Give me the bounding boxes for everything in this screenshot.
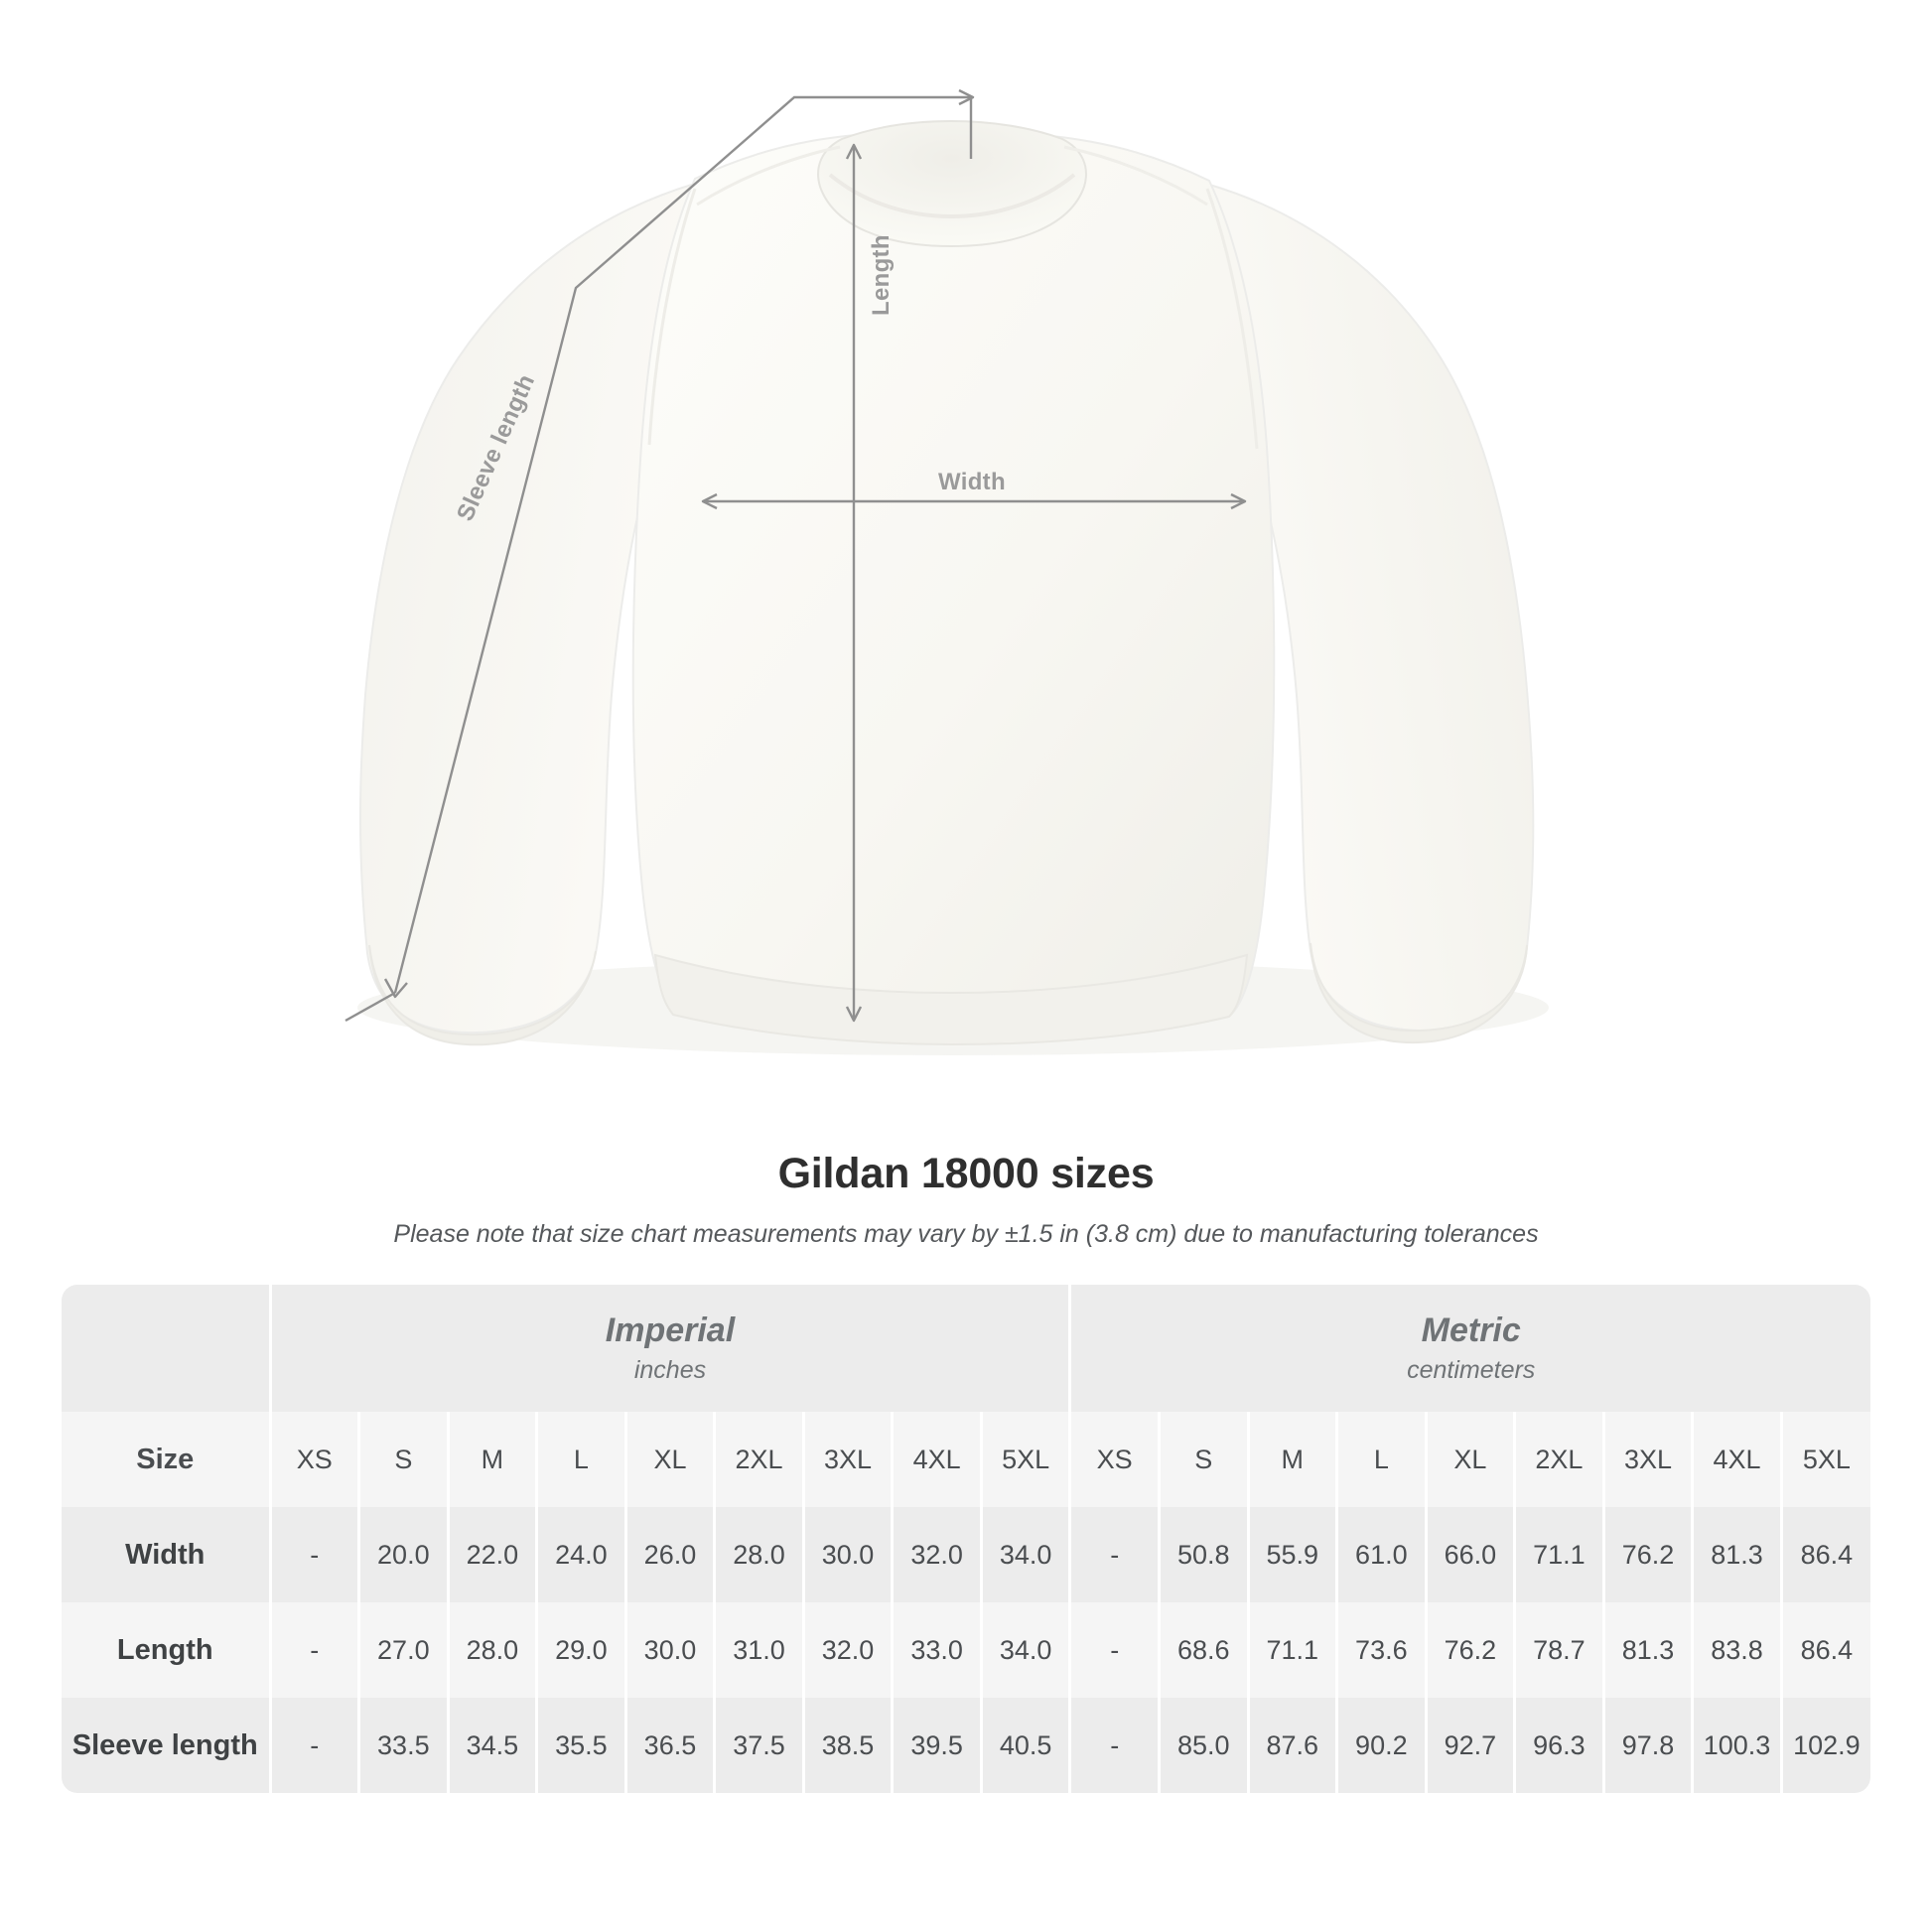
unit-row-spacer xyxy=(62,1285,270,1412)
width-xl-in: 26.0 xyxy=(625,1507,715,1602)
body xyxy=(633,131,1275,1042)
width-xs-in: - xyxy=(270,1507,359,1602)
sleeve-l-in: 35.5 xyxy=(537,1698,626,1793)
sleeve-3xl-cm: 97.8 xyxy=(1603,1698,1693,1793)
size-col-2xl-imperial: 2XL xyxy=(715,1412,804,1507)
sleeve-xl-cm: 92.7 xyxy=(1426,1698,1515,1793)
sleeve-length-dimension-label: Sleeve length xyxy=(452,370,541,525)
sleeve-l-cm: 90.2 xyxy=(1337,1698,1427,1793)
width-5xl-cm: 86.4 xyxy=(1781,1507,1870,1602)
width-dimension-label: Width xyxy=(938,469,1006,495)
length-xl-cm: 76.2 xyxy=(1426,1602,1515,1698)
size-col-5xl-metric: 5XL xyxy=(1781,1412,1870,1507)
unit-group-metric xyxy=(1070,1285,1870,1412)
size-col-m-imperial: M xyxy=(448,1412,537,1507)
row-label-width: Width xyxy=(62,1507,270,1602)
size-col-l-imperial: L xyxy=(537,1412,626,1507)
table-row xyxy=(62,1602,1870,1698)
size-table xyxy=(62,1285,1870,1793)
width-l-cm: 61.0 xyxy=(1337,1507,1427,1602)
length-xl-in: 30.0 xyxy=(625,1602,715,1698)
unit-imperial-sub: inches xyxy=(633,1356,707,1385)
sleeve-5xl-cm: 102.9 xyxy=(1781,1698,1870,1793)
sleeve-2xl-cm: 96.3 xyxy=(1515,1698,1604,1793)
width-m-in: 22.0 xyxy=(448,1507,537,1602)
width-5xl-in: 34.0 xyxy=(981,1507,1070,1602)
size-header-label: Size xyxy=(62,1412,270,1507)
length-s-in: 27.0 xyxy=(359,1602,449,1698)
length-2xl-cm: 78.7 xyxy=(1515,1602,1604,1698)
sleeve-xs-in: - xyxy=(270,1698,359,1793)
unit-metric-name: Metric xyxy=(1421,1311,1521,1349)
width-2xl-cm: 71.1 xyxy=(1515,1507,1604,1602)
sleeve-4xl-cm: 100.3 xyxy=(1693,1698,1782,1793)
width-s-in: 20.0 xyxy=(359,1507,449,1602)
size-col-l-metric: L xyxy=(1337,1412,1427,1507)
sleeve-3xl-in: 38.5 xyxy=(803,1698,893,1793)
length-xs-in: - xyxy=(270,1602,359,1698)
size-col-4xl-imperial: 4XL xyxy=(893,1412,982,1507)
length-s-cm: 68.6 xyxy=(1159,1602,1248,1698)
width-xl-cm: 66.0 xyxy=(1426,1507,1515,1602)
width-xs-cm: - xyxy=(1070,1507,1160,1602)
width-4xl-cm: 81.3 xyxy=(1693,1507,1782,1602)
sleeve-xs-cm: - xyxy=(1070,1698,1160,1793)
unit-group-row xyxy=(62,1285,1870,1412)
sleeve-s-cm: 85.0 xyxy=(1159,1698,1248,1793)
size-col-xl-imperial: XL xyxy=(625,1412,715,1507)
length-2xl-in: 31.0 xyxy=(715,1602,804,1698)
length-dimension-label: Length xyxy=(868,234,895,316)
sleeve-xl-in: 36.5 xyxy=(625,1698,715,1793)
size-col-s-metric: S xyxy=(1159,1412,1248,1507)
sleeve-5xl-in: 40.5 xyxy=(981,1698,1070,1793)
size-col-4xl-metric: 4XL xyxy=(1693,1412,1782,1507)
length-3xl-cm: 81.3 xyxy=(1603,1602,1693,1698)
length-m-in: 28.0 xyxy=(448,1602,537,1698)
length-m-cm: 71.1 xyxy=(1248,1602,1337,1698)
width-4xl-in: 32.0 xyxy=(893,1507,982,1602)
length-l-cm: 73.6 xyxy=(1337,1602,1427,1698)
length-l-in: 29.0 xyxy=(537,1602,626,1698)
collar xyxy=(818,121,1086,246)
size-col-5xl-imperial: 5XL xyxy=(981,1412,1070,1507)
sleeve-m-cm: 87.6 xyxy=(1248,1698,1337,1793)
title-block xyxy=(0,1150,1932,1249)
width-3xl-cm: 76.2 xyxy=(1603,1507,1693,1602)
size-table-container xyxy=(62,1285,1870,1793)
length-xs-cm: - xyxy=(1070,1602,1160,1698)
size-col-xs-metric: XS xyxy=(1070,1412,1160,1507)
sleeve-2xl-in: 37.5 xyxy=(715,1698,804,1793)
width-3xl-in: 30.0 xyxy=(803,1507,893,1602)
size-col-xl-metric: XL xyxy=(1426,1412,1515,1507)
length-5xl-in: 34.0 xyxy=(981,1602,1070,1698)
size-col-3xl-imperial: 3XL xyxy=(803,1412,893,1507)
sleeve-m-in: 34.5 xyxy=(448,1698,537,1793)
sleeve-s-in: 33.5 xyxy=(359,1698,449,1793)
unit-imperial-name: Imperial xyxy=(605,1311,736,1349)
table-row xyxy=(62,1507,1870,1602)
unit-metric-sub: centimeters xyxy=(1407,1356,1536,1385)
size-header-row xyxy=(62,1412,1870,1507)
size-col-s-imperial: S xyxy=(359,1412,449,1507)
size-col-m-metric: M xyxy=(1248,1412,1337,1507)
width-m-cm: 55.9 xyxy=(1248,1507,1337,1602)
row-label-sleeve-length: Sleeve length xyxy=(62,1698,270,1793)
size-col-3xl-metric: 3XL xyxy=(1603,1412,1693,1507)
table-row xyxy=(62,1698,1870,1793)
length-5xl-cm: 86.4 xyxy=(1781,1602,1870,1698)
unit-group-imperial xyxy=(270,1285,1070,1412)
length-4xl-in: 33.0 xyxy=(893,1602,982,1698)
width-l-in: 24.0 xyxy=(537,1507,626,1602)
tolerance-note: Please note that size chart measurements may vary by ±1.5 in (3.8 cm) due to manufacturing tolerances xyxy=(393,1220,1539,1248)
sleeve-4xl-in: 39.5 xyxy=(893,1698,982,1793)
row-label-length: Length xyxy=(62,1602,270,1698)
length-3xl-in: 32.0 xyxy=(803,1602,893,1698)
page-title: Gildan 18000 sizes xyxy=(777,1150,1155,1197)
size-col-2xl-metric: 2XL xyxy=(1515,1412,1604,1507)
size-col-xs-imperial: XS xyxy=(270,1412,359,1507)
width-2xl-in: 28.0 xyxy=(715,1507,804,1602)
width-s-cm: 50.8 xyxy=(1159,1507,1248,1602)
length-4xl-cm: 83.8 xyxy=(1693,1602,1782,1698)
